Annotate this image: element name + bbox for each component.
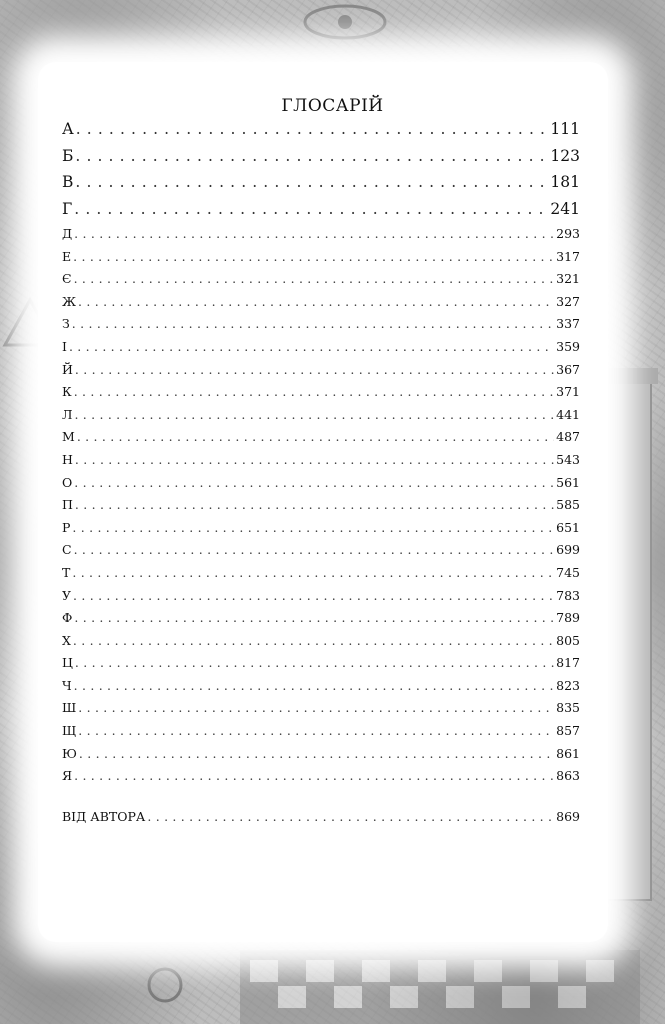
toc-entry-label: Х: [62, 632, 71, 648]
leader-dots: [74, 475, 554, 490]
toc-row[interactable]: [62, 700, 580, 723]
toc-entry-label: Г: [62, 199, 73, 218]
toc-entry-page: 367: [556, 361, 580, 377]
toc-entry-page: 863: [556, 768, 580, 784]
toc-entry-label: В: [62, 173, 74, 191]
toc-entry-page: 651: [556, 519, 580, 535]
toc-entry-page: 857: [556, 723, 580, 739]
toc-entry-label: Л: [62, 406, 73, 422]
toc-entry-label: М: [62, 429, 75, 445]
pillar-shape: [605, 380, 651, 900]
toc-entry-page: 783: [556, 587, 580, 603]
toc-entry-page: 869: [556, 808, 580, 824]
toc-entry-page: 293: [556, 226, 580, 241]
toc-row[interactable]: [62, 768, 580, 791]
toc-row[interactable]: [62, 147, 580, 174]
toc-row[interactable]: [62, 362, 580, 385]
toc-entry-label: А: [62, 120, 74, 138]
toc-row[interactable]: [62, 407, 580, 430]
toc-entry-label: Ч: [62, 677, 72, 693]
toc-entry-page: 241: [550, 199, 580, 218]
leader-dots: [72, 565, 554, 580]
leader-dots: [79, 746, 554, 761]
leader-dots: [74, 226, 554, 241]
toc-row[interactable]: [62, 429, 580, 452]
leader-dots: [74, 610, 554, 625]
toc-entry-label: Ж: [62, 293, 77, 309]
toc-entry-page: 181: [550, 173, 580, 191]
toc-entry-page: 111: [550, 120, 580, 138]
toc-entry-page: 543: [556, 451, 580, 467]
toc-entry-label: Ф: [62, 610, 73, 626]
leader-dots: [75, 655, 554, 670]
toc-entry-label: Щ: [62, 723, 77, 739]
leader-dots: [74, 768, 554, 783]
toc-entry-label: У: [62, 587, 72, 603]
toc-entry-page: 823: [556, 677, 580, 693]
toc-entry-page: 585: [556, 497, 580, 513]
leader-dots: [72, 520, 554, 535]
leader-dots: [74, 678, 554, 693]
leader-dots: [75, 452, 554, 467]
toc-row[interactable]: [62, 610, 580, 633]
toc-entry-label: Й: [62, 361, 73, 377]
toc-row[interactable]: [62, 173, 580, 200]
leader-dots: [73, 249, 554, 264]
toc-row[interactable]: [62, 542, 580, 565]
toc-row[interactable]: [62, 316, 580, 339]
leader-dots: [73, 633, 554, 648]
toc-row[interactable]: [62, 271, 580, 294]
leader-dots: [77, 429, 554, 444]
toc-entry-label: С: [62, 542, 72, 558]
toc-entry-label: Ш: [62, 700, 77, 716]
toc-entry-page: 699: [556, 542, 580, 558]
toc-entry-page: 817: [556, 655, 580, 671]
toc-row[interactable]: [62, 226, 580, 249]
toc-entry-label: Б: [62, 146, 74, 165]
toc-entry-page: 441: [556, 406, 580, 422]
toc-entry-label: К: [62, 384, 72, 400]
toc-spacer: [62, 791, 580, 809]
leader-dots: [72, 316, 554, 331]
toc-row[interactable]: [62, 475, 580, 498]
toc-entry-label: Ц: [62, 655, 73, 671]
leader-dots: [75, 497, 554, 512]
toc-row[interactable]: [62, 452, 580, 475]
toc-row[interactable]: [62, 588, 580, 611]
glossary-toc: [62, 120, 580, 831]
toc-entry-page: 487: [556, 429, 580, 445]
toc-row[interactable]: [62, 339, 580, 362]
toc-entry-label: ВІД АВТОРА: [62, 808, 146, 824]
toc-entry-label: Д: [62, 226, 73, 241]
toc-entry-label: Ю: [62, 745, 77, 761]
toc-entry-page: 327: [556, 293, 580, 309]
toc-entry-label: Я: [62, 768, 73, 784]
toc-row[interactable]: [62, 633, 580, 656]
toc-row[interactable]: [62, 723, 580, 746]
checkered-floor: [240, 950, 640, 1024]
toc-row[interactable]: [62, 497, 580, 520]
toc-entry-page: 805: [556, 632, 580, 648]
toc-entry-page: 789: [556, 610, 580, 626]
leader-dots: [74, 384, 554, 399]
toc-entry-page: 745: [556, 564, 580, 580]
toc-entry-label: П: [62, 497, 73, 513]
toc-entry-label: Т: [62, 564, 71, 580]
toc-row[interactable]: [62, 520, 580, 543]
leader-dots: [78, 700, 554, 715]
toc-entry-page: 317: [556, 248, 580, 264]
toc-row[interactable]: [62, 249, 580, 272]
toc-row[interactable]: [62, 384, 580, 407]
leader-dots: [75, 147, 548, 165]
toc-entry-page: 321: [556, 271, 580, 287]
eye-pupil: [338, 15, 352, 29]
leader-dots: [76, 120, 549, 138]
leader-dots: [69, 339, 554, 354]
toc-entry-page: 861: [556, 745, 580, 761]
toc-row[interactable]: [62, 565, 580, 588]
toc-row[interactable]: [62, 678, 580, 701]
leader-dots: [74, 542, 555, 557]
toc-entry-label: Р: [62, 519, 71, 535]
toc-row[interactable]: [62, 200, 580, 227]
toc-entry-page: 337: [556, 316, 580, 332]
lamp-emblem: [149, 969, 181, 1001]
leader-dots: [75, 173, 548, 191]
leader-dots: [78, 723, 554, 738]
toc-entry-label: Н: [62, 451, 73, 467]
page-title: ГЛОСАРІЙ: [281, 96, 384, 116]
toc-row[interactable]: [62, 655, 580, 678]
leader-dots: [75, 362, 554, 377]
toc-entry-label: З: [62, 316, 70, 332]
toc-entry-label: О: [62, 474, 73, 490]
leader-dots: [74, 200, 548, 218]
leader-dots: [73, 588, 554, 603]
toc-entry-label: І: [62, 338, 67, 354]
toc-entry-page: 561: [556, 474, 580, 490]
toc-row-author-note[interactable]: [62, 809, 580, 832]
toc-row[interactable]: [62, 294, 580, 317]
leader-dots: [147, 809, 554, 824]
toc-entry-page: 371: [556, 384, 580, 400]
toc-entry-page: 123: [550, 146, 580, 165]
toc-entry-label: Є: [62, 271, 72, 287]
toc-row[interactable]: [62, 120, 580, 147]
toc-entry-page: 359: [556, 338, 580, 354]
leader-dots: [74, 271, 555, 286]
toc-entry-label: Е: [62, 248, 72, 264]
leader-dots: [78, 294, 554, 309]
toc-row[interactable]: [62, 746, 580, 769]
toc-entry-page: 835: [556, 700, 580, 716]
leader-dots: [74, 407, 554, 422]
